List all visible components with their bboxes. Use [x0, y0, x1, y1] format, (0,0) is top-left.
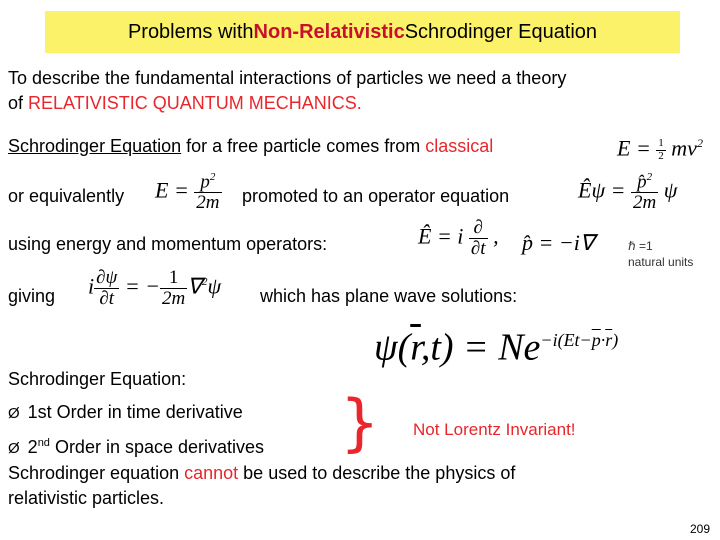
hbar-label: ℏ =1 — [628, 239, 653, 253]
bullet-2 — [8, 432, 264, 460]
giving-prefix: giving — [8, 286, 56, 306]
bullet-arrow-icon: Ø — [8, 405, 20, 422]
bullet-2-post: Order in space derivatives — [49, 437, 265, 457]
bullet-arrow-icon: Ø — [8, 440, 20, 457]
conclusion-line-1 — [8, 462, 515, 484]
title-suffix: Schrodinger Equation — [404, 20, 598, 43]
equation-plane-wave: $\psi(\overline{r},t) = Ne^{-i(Et-\overline{p}\cdot\overline{r})}$ — [374, 326, 619, 369]
bullet-2-pre: 2 — [27, 437, 38, 457]
equation-schrodinger: i $\frac{\partial\psi}{\partial t}$ = − $\frac{1}{2m}$ ∇$^2$ψ — [88, 267, 222, 309]
intro-line-2-prefix: of — [8, 93, 29, 113]
equivalently-prefix: or equivalently — [8, 186, 125, 206]
conclusion-line-2: relativistic particles. — [8, 488, 165, 508]
equation-operator: Êψ = $\frac{p̂^2}{2m}$ ψ — [578, 171, 678, 214]
equation-momentum-operator: p̂ = −i∇ — [522, 230, 595, 255]
title-prefix: Problems with — [127, 20, 254, 43]
schrodinger-highlight: classical — [425, 136, 494, 156]
equivalently-middle: promoted to an operator equation — [242, 186, 510, 206]
schrodinger-line — [8, 135, 493, 157]
page-number: 209 — [690, 522, 711, 536]
conclusion-highlight: cannot — [184, 463, 239, 483]
intro-line-2 — [8, 92, 362, 114]
intro-line-1: To describe the fundamental interactions of particles we need a theory — [8, 68, 567, 88]
title-highlight: Non-Relativistic — [253, 20, 405, 43]
conclusion-prefix: Schrodinger equation — [8, 463, 185, 483]
bullet-1 — [8, 401, 243, 425]
natural-units-label: natural units — [628, 255, 694, 269]
right-brace-icon: } — [340, 386, 380, 459]
bullet-1-text: 1st Order in time derivative — [27, 402, 243, 422]
equation-energy-operator: Ê = i $\frac{\partial}{\partial t}$ , — [418, 217, 499, 259]
operators-line: using energy and momentum operators: — [8, 234, 328, 254]
equation-classical-energy: E = $\frac{1}{2}$ $mv^2$ — [617, 135, 703, 162]
equation-energy-momentum: E = $\frac{p^2}{2m}$ — [155, 171, 220, 214]
conclusion-suffix: be used to describe the physics of — [238, 463, 516, 483]
bullet-2-sup: nd — [37, 437, 50, 449]
not-lorentz-note: Not Lorentz Invariant! — [413, 420, 576, 439]
schrodinger-underlined: Schrodinger Equation — [8, 136, 182, 156]
intro-highlight: RELATIVISTIC QUANTUM MECHANICS. — [28, 93, 362, 113]
giving-suffix: which has plane wave solutions: — [260, 286, 518, 306]
slide-title — [45, 11, 680, 53]
summary-heading: Schrodinger Equation: — [8, 369, 187, 389]
schrodinger-middle: for a free particle comes from — [181, 136, 426, 156]
